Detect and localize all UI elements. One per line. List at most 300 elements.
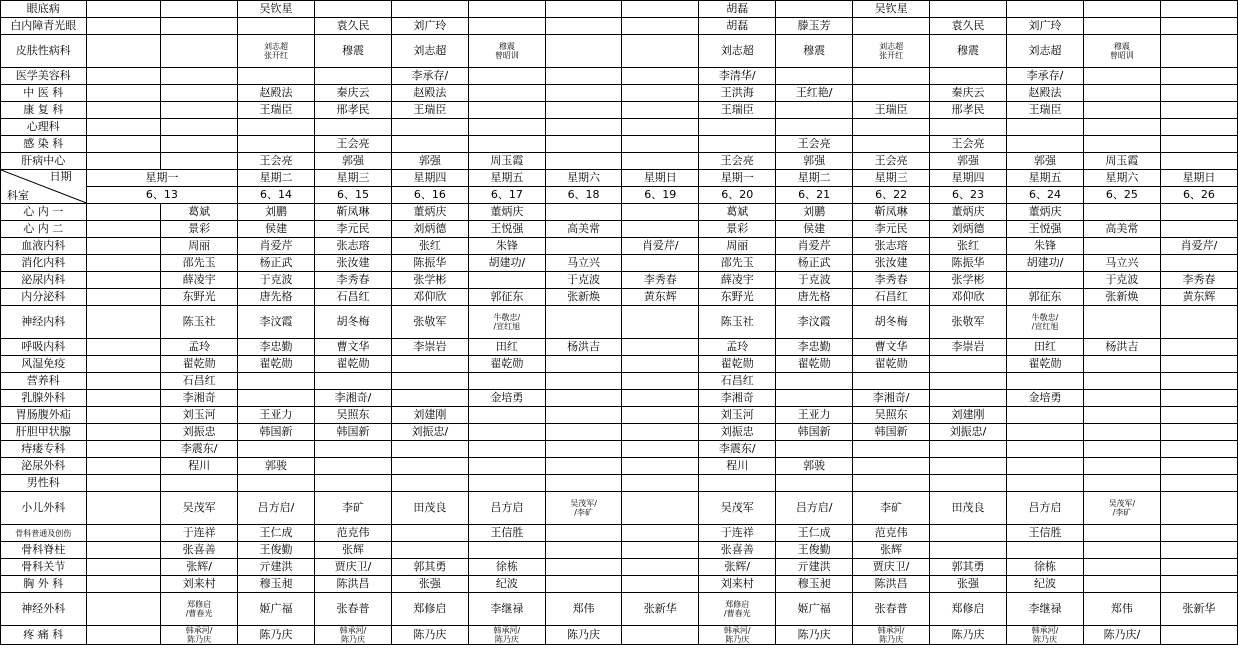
schedule-cell: 邓仰欣 bbox=[930, 289, 1007, 306]
schedule-cell bbox=[545, 1, 622, 18]
schedule-cell bbox=[1160, 407, 1237, 424]
cell-line: 吴茂军/ bbox=[1108, 499, 1136, 508]
schedule-cell bbox=[545, 153, 622, 170]
weekday-header: 星期五 bbox=[468, 170, 545, 187]
schedule-cell bbox=[853, 119, 930, 136]
schedule-cell: 王瑞臣 bbox=[699, 102, 776, 119]
schedule-cell bbox=[1007, 542, 1084, 559]
schedule-cell bbox=[1160, 306, 1237, 339]
table-row bbox=[1, 85, 1238, 102]
schedule-cell: 东野光 bbox=[699, 289, 776, 306]
schedule-cell bbox=[1160, 626, 1237, 645]
table-row bbox=[1, 424, 1238, 441]
department-name: 心 内 一 bbox=[1, 204, 87, 221]
schedule-cell: 纪波 bbox=[1007, 576, 1084, 593]
schedule-cell bbox=[391, 1, 468, 18]
cell-line: 韩承河/ bbox=[493, 626, 521, 635]
schedule-cell bbox=[86, 136, 161, 153]
department-name: 骨科普通及创伤 bbox=[1, 525, 87, 542]
cell-line: /宣红旭 bbox=[493, 322, 521, 331]
schedule-cell: 曹文华 bbox=[315, 339, 392, 356]
schedule-cell: 徐栋 bbox=[468, 559, 545, 576]
schedule-cell bbox=[86, 119, 161, 136]
schedule-cell bbox=[622, 441, 699, 458]
schedule-cell: 李秀春 bbox=[1160, 272, 1237, 289]
schedule-cell bbox=[86, 68, 161, 85]
schedule-cell bbox=[161, 119, 238, 136]
department-name: 消化内科 bbox=[1, 255, 87, 272]
schedule-cell bbox=[1007, 136, 1084, 153]
schedule-cell: 李秀春 bbox=[622, 272, 699, 289]
schedule-cell: 袁久民 bbox=[315, 18, 392, 35]
schedule-cell: 张新华 bbox=[1160, 593, 1237, 626]
department-name: 神经外科 bbox=[1, 593, 87, 626]
schedule-cell bbox=[1007, 1, 1084, 18]
weekday-header: 星期三 bbox=[853, 170, 930, 187]
schedule-cell: 于克波 bbox=[1083, 272, 1160, 289]
schedule-cell bbox=[1160, 542, 1237, 559]
schedule-cell: 范克伟 bbox=[853, 525, 930, 542]
schedule-cell bbox=[1160, 525, 1237, 542]
schedule-cell: 李元民 bbox=[853, 221, 930, 238]
schedule-cell bbox=[1160, 390, 1237, 407]
schedule-cell: 刘鹏 bbox=[238, 204, 315, 221]
schedule-cell bbox=[315, 119, 392, 136]
cell-line: 陈乃庆 bbox=[1032, 635, 1057, 644]
schedule-cell bbox=[930, 475, 1007, 492]
schedule-cell: 刘志超 bbox=[391, 35, 468, 68]
schedule-cell bbox=[1160, 373, 1237, 390]
schedule-cell bbox=[1007, 458, 1084, 475]
date-header-row bbox=[1, 187, 1238, 204]
schedule-cell: 张辉/ bbox=[161, 559, 238, 576]
schedule-cell: 东野光 bbox=[161, 289, 238, 306]
schedule-cell: 孟玲 bbox=[699, 339, 776, 356]
schedule-cell bbox=[545, 102, 622, 119]
schedule-cell bbox=[622, 221, 699, 238]
schedule-cell bbox=[699, 475, 776, 492]
schedule-cell: 金培勇 bbox=[468, 390, 545, 407]
schedule-cell: 王信胜 bbox=[1007, 525, 1084, 542]
schedule-cell: 刘志超 bbox=[1007, 35, 1084, 68]
schedule-cell: 吴茂军 bbox=[161, 492, 238, 525]
schedule-cell: 朱锋 bbox=[1007, 238, 1084, 255]
schedule-cell bbox=[1083, 356, 1160, 373]
schedule-cell: 郭征东 bbox=[468, 289, 545, 306]
schedule-cell: 王会亮 bbox=[776, 136, 853, 153]
schedule-cell: 王瑞臣 bbox=[391, 102, 468, 119]
schedule-cell bbox=[161, 626, 238, 645]
weekday-header: 星期四 bbox=[391, 170, 468, 187]
schedule-cell: 纪波 bbox=[468, 576, 545, 593]
schedule-cell bbox=[1083, 441, 1160, 458]
schedule-cell: 张新焕 bbox=[1083, 289, 1160, 306]
schedule-cell: 张新焕 bbox=[545, 289, 622, 306]
schedule-cell bbox=[1160, 85, 1237, 102]
schedule-cell bbox=[238, 390, 315, 407]
department-name: 康 复 科 bbox=[1, 102, 87, 119]
schedule-cell bbox=[545, 424, 622, 441]
schedule-cell: 胡冬梅 bbox=[853, 306, 930, 339]
weekday-header: 星期日 bbox=[1160, 170, 1237, 187]
schedule-cell: 张汝建 bbox=[853, 255, 930, 272]
cell-line: /曹春光 bbox=[185, 609, 213, 618]
cell-line: 韩承河/ bbox=[877, 626, 905, 635]
schedule-cell bbox=[238, 18, 315, 35]
schedule-cell bbox=[238, 35, 315, 68]
schedule-cell bbox=[315, 441, 392, 458]
schedule-cell bbox=[86, 458, 161, 475]
schedule-cell: 朱锋 bbox=[468, 238, 545, 255]
schedule-cell bbox=[776, 475, 853, 492]
schedule-cell: 王会亮 bbox=[930, 136, 1007, 153]
schedule-cell: 张学彬 bbox=[391, 272, 468, 289]
schedule-cell bbox=[1083, 204, 1160, 221]
schedule-cell: 张学彬 bbox=[930, 272, 1007, 289]
cell-line: 陈乃庆 bbox=[340, 635, 365, 644]
department-name: 骨科脊柱 bbox=[1, 542, 87, 559]
table-row bbox=[1, 18, 1238, 35]
schedule-cell bbox=[1160, 356, 1237, 373]
schedule-cell bbox=[1083, 475, 1160, 492]
schedule-cell: 李承存/ bbox=[391, 68, 468, 85]
schedule-cell bbox=[1083, 424, 1160, 441]
schedule-cell bbox=[930, 373, 1007, 390]
schedule-cell: 陈乃庆 bbox=[776, 626, 853, 645]
department-name: 肝胆甲状腺 bbox=[1, 424, 87, 441]
schedule-cell bbox=[1083, 102, 1160, 119]
schedule-cell: 韩国新 bbox=[853, 424, 930, 441]
schedule-cell bbox=[1160, 35, 1237, 68]
schedule-cell: 翟乾勋 bbox=[238, 356, 315, 373]
schedule-cell: 郭强 bbox=[391, 153, 468, 170]
schedule-cell bbox=[545, 85, 622, 102]
schedule-cell: 张春普 bbox=[315, 593, 392, 626]
cell-line: 郑修启 bbox=[187, 600, 212, 609]
schedule-cell: 陈乃庆 bbox=[930, 626, 1007, 645]
schedule-cell bbox=[776, 119, 853, 136]
schedule-cell bbox=[622, 153, 699, 170]
schedule-cell bbox=[1160, 492, 1237, 525]
schedule-cell: 刘来村 bbox=[699, 576, 776, 593]
schedule-cell bbox=[545, 576, 622, 593]
schedule-cell: 韩国新 bbox=[315, 424, 392, 441]
cell-line: 刘志超 bbox=[879, 42, 904, 51]
schedule-cell bbox=[699, 593, 776, 626]
schedule-cell: 靳凤琳 bbox=[315, 204, 392, 221]
schedule-cell bbox=[545, 390, 622, 407]
schedule-cell: 王悦强 bbox=[1007, 221, 1084, 238]
schedule-cell bbox=[1083, 407, 1160, 424]
schedule-cell bbox=[86, 356, 161, 373]
schedule-cell bbox=[391, 390, 468, 407]
schedule-cell: 李湘奇 bbox=[161, 390, 238, 407]
department-name: 心 内 二 bbox=[1, 221, 87, 238]
date-header: 6、14 bbox=[238, 187, 315, 204]
schedule-cell: 薛凌宇 bbox=[161, 272, 238, 289]
table-row bbox=[1, 136, 1238, 153]
schedule-cell bbox=[1007, 119, 1084, 136]
schedule-cell bbox=[1007, 475, 1084, 492]
weekday-header: 星期一 bbox=[86, 170, 237, 187]
schedule-cell bbox=[622, 542, 699, 559]
schedule-cell bbox=[1083, 576, 1160, 593]
schedule-cell bbox=[1160, 221, 1237, 238]
schedule-cell: 翟乾勋 bbox=[699, 356, 776, 373]
schedule-cell bbox=[1083, 68, 1160, 85]
schedule-cell: 陈乃庆 bbox=[238, 626, 315, 645]
schedule-cell: 张新华 bbox=[622, 593, 699, 626]
table-row bbox=[1, 626, 1238, 645]
schedule-cell bbox=[622, 373, 699, 390]
department-name: 白内障青光眼 bbox=[1, 18, 87, 35]
schedule-cell: 李元民 bbox=[315, 221, 392, 238]
table-row bbox=[1, 119, 1238, 136]
schedule-cell: 陈玉社 bbox=[161, 306, 238, 339]
schedule-cell bbox=[622, 356, 699, 373]
date-header: 6、17 bbox=[468, 187, 545, 204]
schedule-cell bbox=[699, 119, 776, 136]
schedule-cell bbox=[161, 593, 238, 626]
schedule-cell: 李忠勤 bbox=[238, 339, 315, 356]
schedule-cell bbox=[622, 492, 699, 525]
schedule-cell bbox=[315, 373, 392, 390]
department-name: 医学美容科 bbox=[1, 68, 87, 85]
schedule-cell: 张志瑢 bbox=[853, 238, 930, 255]
schedule-cell bbox=[930, 458, 1007, 475]
schedule-cell bbox=[468, 1, 545, 18]
cell-line: 韩承河/ bbox=[185, 626, 213, 635]
cell-line: 张开红 bbox=[879, 51, 904, 60]
schedule-cell: 侯建 bbox=[238, 221, 315, 238]
schedule-cell: 王会亮 bbox=[315, 136, 392, 153]
schedule-cell bbox=[622, 458, 699, 475]
schedule-cell bbox=[391, 119, 468, 136]
cell-line: 曾昭训 bbox=[494, 51, 519, 60]
schedule-cell: 吕方启 bbox=[1007, 492, 1084, 525]
schedule-cell bbox=[86, 441, 161, 458]
schedule-cell: 李秀春 bbox=[853, 272, 930, 289]
schedule-cell: 胡冬梅 bbox=[315, 306, 392, 339]
schedule-cell bbox=[86, 407, 161, 424]
schedule-cell bbox=[622, 339, 699, 356]
schedule-cell bbox=[930, 356, 1007, 373]
schedule-cell bbox=[86, 85, 161, 102]
schedule-cell: 王会亮 bbox=[853, 153, 930, 170]
schedule-cell: 张志瑢 bbox=[315, 238, 392, 255]
cell-line: 曾昭训 bbox=[1109, 51, 1134, 60]
schedule-cell bbox=[1160, 136, 1237, 153]
schedule-cell: 肖爱芹/ bbox=[622, 238, 699, 255]
schedule-cell: 刘玉河 bbox=[161, 407, 238, 424]
schedule-cell: 肖爱芹 bbox=[776, 238, 853, 255]
schedule-cell: 穆玉昶 bbox=[238, 576, 315, 593]
schedule-cell: 郭骏 bbox=[776, 458, 853, 475]
schedule-cell: 于克波 bbox=[776, 272, 853, 289]
table-row bbox=[1, 1, 1238, 18]
schedule-cell bbox=[776, 441, 853, 458]
schedule-cell: 李继禄 bbox=[1007, 593, 1084, 626]
schedule-cell: 刘炳德 bbox=[391, 221, 468, 238]
schedule-cell bbox=[1007, 407, 1084, 424]
schedule-cell bbox=[238, 136, 315, 153]
schedule-cell bbox=[468, 407, 545, 424]
schedule-cell: 邢孝民 bbox=[315, 102, 392, 119]
table-row bbox=[1, 373, 1238, 390]
schedule-cell bbox=[622, 136, 699, 153]
schedule-cell: 刘振忠 bbox=[699, 424, 776, 441]
cell-line: /曹春光 bbox=[723, 609, 751, 618]
schedule-cell bbox=[86, 390, 161, 407]
department-name: 胸 外 科 bbox=[1, 576, 87, 593]
schedule-cell: 董炳庆 bbox=[391, 204, 468, 221]
schedule-cell bbox=[1083, 238, 1160, 255]
schedule-cell bbox=[468, 306, 545, 339]
schedule-cell bbox=[468, 18, 545, 35]
department-name: 营养科 bbox=[1, 373, 87, 390]
schedule-cell: 靳凤琳 bbox=[853, 204, 930, 221]
department-name: 皮肤性病科 bbox=[1, 35, 87, 68]
schedule-cell: 张喜善 bbox=[699, 542, 776, 559]
schedule-cell: 李湘奇/ bbox=[315, 390, 392, 407]
schedule-cell bbox=[86, 576, 161, 593]
schedule-cell bbox=[468, 458, 545, 475]
date-header: 6、15 bbox=[315, 187, 392, 204]
schedule-cell: 张强 bbox=[930, 576, 1007, 593]
schedule-cell: 程川 bbox=[699, 458, 776, 475]
schedule-cell bbox=[1083, 306, 1160, 339]
cell-line: 韩承河/ bbox=[1031, 626, 1059, 635]
schedule-cell: 董炳庆 bbox=[468, 204, 545, 221]
schedule-cell: 王瑞臣 bbox=[1007, 102, 1084, 119]
department-name: 心理科 bbox=[1, 119, 87, 136]
schedule-cell: 金培勇 bbox=[1007, 390, 1084, 407]
schedule-cell bbox=[86, 626, 161, 645]
schedule-cell: 刘振忠/ bbox=[930, 424, 1007, 441]
schedule-cell bbox=[468, 475, 545, 492]
date-header: 6、24 bbox=[1007, 187, 1084, 204]
date-header: 6、23 bbox=[930, 187, 1007, 204]
schedule-cell bbox=[468, 68, 545, 85]
schedule-cell: 邓仰欣 bbox=[391, 289, 468, 306]
schedule-cell: 翟乾勋 bbox=[468, 356, 545, 373]
schedule-cell bbox=[161, 136, 238, 153]
schedule-cell: 姬广福 bbox=[776, 593, 853, 626]
schedule-cell bbox=[853, 68, 930, 85]
table-row bbox=[1, 35, 1238, 68]
schedule-cell bbox=[391, 542, 468, 559]
schedule-cell: 于连祥 bbox=[699, 525, 776, 542]
schedule-cell bbox=[86, 18, 161, 35]
schedule-cell bbox=[776, 1, 853, 18]
schedule-cell: 景彩 bbox=[699, 221, 776, 238]
schedule-cell bbox=[776, 102, 853, 119]
schedule-cell bbox=[699, 626, 776, 645]
schedule-cell: 刘振忠/ bbox=[391, 424, 468, 441]
schedule-cell bbox=[1083, 119, 1160, 136]
schedule-cell: 董炳庆 bbox=[1007, 204, 1084, 221]
table-row bbox=[1, 356, 1238, 373]
cell-line: 吴茂军/ bbox=[570, 499, 597, 508]
schedule-cell bbox=[545, 35, 622, 68]
schedule-cell: 张汝建 bbox=[315, 255, 392, 272]
schedule-cell bbox=[315, 475, 392, 492]
cell-line: 穆震 bbox=[498, 42, 515, 51]
schedule-cell: 翟乾勋 bbox=[776, 356, 853, 373]
weekday-header: 星期二 bbox=[776, 170, 853, 187]
table-row bbox=[1, 221, 1238, 238]
schedule-cell: 王仁成 bbox=[776, 525, 853, 542]
schedule-cell bbox=[1160, 424, 1237, 441]
schedule-cell bbox=[622, 475, 699, 492]
schedule-cell bbox=[161, 153, 238, 170]
schedule-cell bbox=[86, 204, 161, 221]
schedule-cell: 穆震 bbox=[930, 35, 1007, 68]
schedule-cell: 唐先格 bbox=[238, 289, 315, 306]
schedule-cell bbox=[391, 373, 468, 390]
corner-date-label: 日期 bbox=[49, 170, 72, 183]
cell-line: 张开红 bbox=[264, 51, 289, 60]
schedule-cell bbox=[853, 373, 930, 390]
schedule-cell: 孟玲 bbox=[161, 339, 238, 356]
schedule-cell: 刘鹏 bbox=[776, 204, 853, 221]
schedule-cell bbox=[1083, 458, 1160, 475]
schedule-cell bbox=[86, 373, 161, 390]
schedule-cell bbox=[545, 68, 622, 85]
schedule-cell: 杨正武 bbox=[238, 255, 315, 272]
schedule-cell: 陈玉社 bbox=[699, 306, 776, 339]
schedule-cell bbox=[86, 221, 161, 238]
schedule-cell: 邢孝民 bbox=[930, 102, 1007, 119]
schedule-cell bbox=[161, 1, 238, 18]
schedule-cell bbox=[1160, 255, 1237, 272]
schedule-cell bbox=[391, 525, 468, 542]
schedule-cell: 李崇岩 bbox=[391, 339, 468, 356]
table-row bbox=[1, 542, 1238, 559]
schedule-cell bbox=[853, 626, 930, 645]
schedule-cell: 肖爱芹 bbox=[238, 238, 315, 255]
schedule-cell: 吴钦星 bbox=[853, 1, 930, 18]
schedule-cell: 胡建功/ bbox=[468, 255, 545, 272]
department-name: 泌尿内科 bbox=[1, 272, 87, 289]
department-name: 中 医 科 bbox=[1, 85, 87, 102]
weekday-header-row bbox=[1, 170, 1238, 187]
date-header: 6、18 bbox=[545, 187, 622, 204]
schedule-cell: 唐先格 bbox=[776, 289, 853, 306]
schedule-cell: 张敬军 bbox=[930, 306, 1007, 339]
schedule-cell bbox=[1007, 373, 1084, 390]
schedule-cell bbox=[391, 441, 468, 458]
schedule-cell: 田红 bbox=[1007, 339, 1084, 356]
schedule-cell bbox=[238, 119, 315, 136]
schedule-cell: 杨正武 bbox=[776, 255, 853, 272]
schedule-cell: 石昌红 bbox=[315, 289, 392, 306]
table-row bbox=[1, 289, 1238, 306]
schedule-cell: 高美常 bbox=[545, 221, 622, 238]
schedule-cell: 李崇岩 bbox=[930, 339, 1007, 356]
date-header: 6、25 bbox=[1083, 187, 1160, 204]
schedule-cell: 陈乃庆 bbox=[545, 626, 622, 645]
schedule-cell: 田茂良 bbox=[391, 492, 468, 525]
schedule-cell bbox=[1083, 18, 1160, 35]
department-name: 疼 痛 科 bbox=[1, 626, 87, 645]
schedule-cell bbox=[545, 458, 622, 475]
schedule-cell bbox=[161, 68, 238, 85]
schedule-cell bbox=[1160, 68, 1237, 85]
schedule-cell: 周玉霞 bbox=[1083, 153, 1160, 170]
schedule-cell bbox=[1083, 542, 1160, 559]
schedule-cell bbox=[853, 85, 930, 102]
